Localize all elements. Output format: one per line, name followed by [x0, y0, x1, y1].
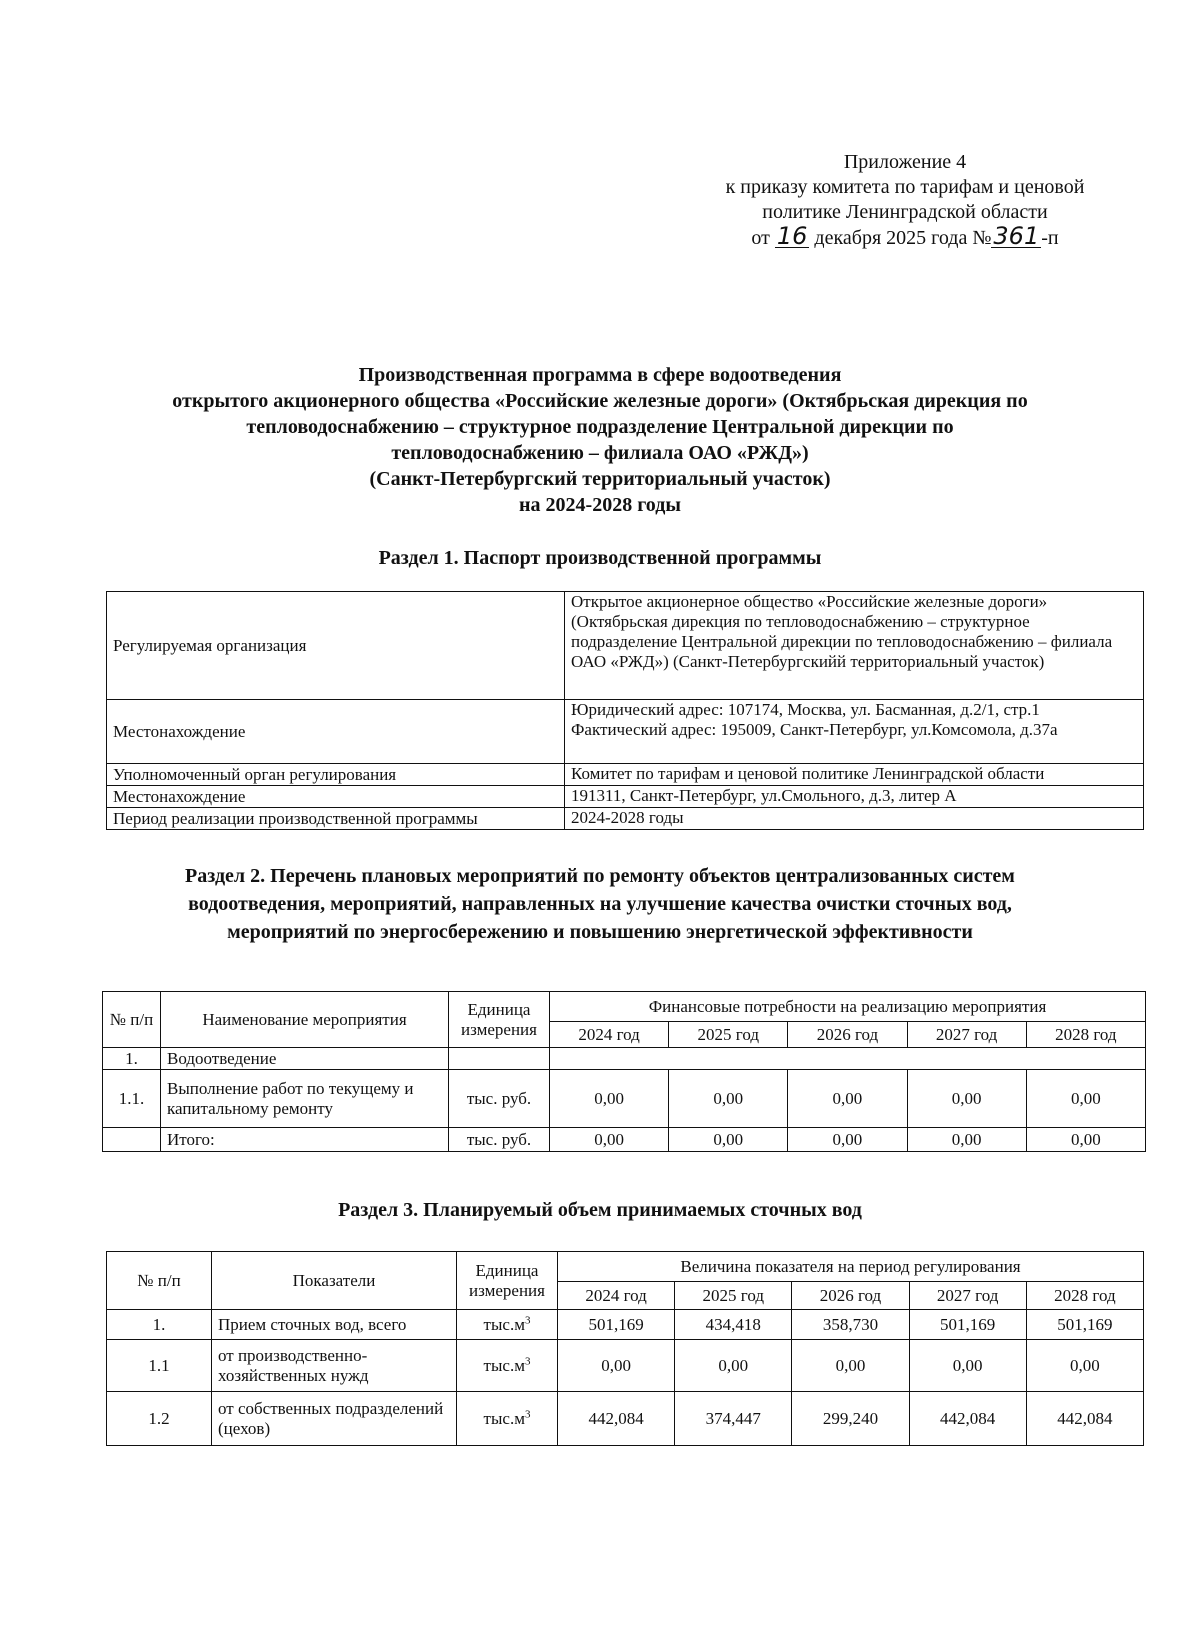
column-header-year: 2025 год: [669, 1022, 788, 1048]
table-row: [107, 700, 1144, 764]
row-unit: [457, 1310, 558, 1340]
column-header-year: 2024 год: [550, 1022, 669, 1048]
row-value: 442,084: [1026, 1392, 1143, 1446]
table-row: [107, 1310, 1144, 1340]
table-total-row: [103, 1128, 1146, 1152]
row-name: Прием сточных вод, всего: [212, 1310, 457, 1340]
table-row: [107, 786, 1144, 808]
column-header-unit: Единица измерения: [449, 992, 550, 1048]
table-header-row: [107, 1252, 1144, 1282]
row-value: 0,00: [669, 1128, 788, 1152]
row-value: 0,00: [1026, 1128, 1145, 1152]
row-unit: тыс. руб.: [449, 1128, 550, 1152]
column-header-year: 2024 год: [558, 1282, 675, 1310]
row-value: 0,00: [550, 1070, 669, 1128]
row-value: 0,00: [550, 1128, 669, 1152]
section-1-title: Раздел 1. Паспорт производственной программы: [378, 547, 822, 569]
table-row: [107, 1340, 1144, 1392]
annex-line-3: политике Ленинградской области: [762, 201, 1048, 223]
column-header-year: 2028 год: [1026, 1022, 1145, 1048]
row-value: 0,00: [909, 1340, 1026, 1392]
unit-exponent: 3: [524, 1354, 531, 1367]
section-2-title-line-3: мероприятий по энергосбережению и повышению энергетической эффективности: [227, 921, 973, 943]
unit-base: тыс.м: [483, 1314, 525, 1334]
row-name: Водоотведение: [161, 1048, 449, 1070]
row-value: 0,00: [669, 1070, 788, 1128]
unit-exponent: 3: [524, 1313, 531, 1326]
table-row: [107, 592, 1144, 700]
row-value: 0,00: [907, 1070, 1026, 1128]
column-header-year: 2026 год: [792, 1282, 909, 1310]
column-header-year: 2027 год: [909, 1282, 1026, 1310]
row-value: 0,00: [907, 1128, 1026, 1152]
column-header-value: Величина показателя на период регулирования: [558, 1252, 1144, 1282]
row-unit: тыс. руб.: [449, 1070, 550, 1128]
table-row: [103, 1070, 1146, 1128]
title-line-4: тепловодоснабжению – филиала ОАО «РЖД»): [391, 442, 809, 464]
row-value: 501,169: [1026, 1310, 1143, 1340]
row-value: 0,00: [788, 1128, 907, 1152]
annex-header: [680, 150, 1130, 251]
row-value: 501,169: [909, 1310, 1026, 1340]
row-value: 442,084: [909, 1392, 1026, 1446]
row-name: от собственных подразделений (цехов): [212, 1392, 457, 1446]
column-header-year: 2028 год: [1026, 1282, 1143, 1310]
column-header-year: 2027 год: [907, 1022, 1026, 1048]
table-row: [107, 764, 1144, 786]
row-value: 434,418: [675, 1310, 792, 1340]
passport-value: Открытое акционерное общество «Российские железные дороги» (Октябрьская дирекция по тепловодоснабжению – структурное подразделение Центральной дирекции по тепловодоснабжению – филиала ОАО «РЖД») (Санкт-Петербургскийй территориальный участок): [565, 592, 1144, 700]
row-num: 1.1.: [103, 1070, 161, 1128]
column-header-name: Наименование мероприятия: [161, 992, 449, 1048]
column-header-finance: Финансовые потребности на реализацию мероприятия: [550, 992, 1146, 1022]
title-line-1: Производственная программа в сфере водоотведения: [358, 364, 842, 386]
row-value: 501,169: [558, 1310, 675, 1340]
section-2-title: [60, 862, 1140, 946]
passport-label: Местонахождение: [107, 786, 565, 808]
table-group-row: [103, 1048, 1146, 1070]
document-title: [90, 362, 1110, 518]
row-value: 374,447: [675, 1392, 792, 1446]
annex-number-suffix: -п: [1041, 227, 1059, 249]
column-header-year: 2025 год: [675, 1282, 792, 1310]
row-value: 0,00: [1026, 1340, 1143, 1392]
passport-label: Период реализации производственной программы: [107, 808, 565, 830]
row-unit: [457, 1340, 558, 1392]
table-row: [107, 808, 1144, 830]
row-value: 0,00: [558, 1340, 675, 1392]
annex-date-middle: декабря 2025 года №: [814, 227, 992, 249]
unit-exponent: 3: [524, 1407, 531, 1420]
passport-label: Местонахождение: [107, 700, 565, 764]
annex-line-2: к приказу комитета по тарифам и ценовой: [725, 176, 1085, 198]
row-value: 442,084: [558, 1392, 675, 1446]
passport-table: [106, 591, 1144, 830]
unit-base: тыс.м: [483, 1408, 525, 1428]
annex-date-prefix: от: [751, 227, 770, 249]
row-name: Итого:: [161, 1128, 449, 1152]
section-2-title-line-1: Раздел 2. Перечень плановых мероприятий по ремонту объектов централизованных систем: [185, 865, 1015, 887]
column-header-year: 2026 год: [788, 1022, 907, 1048]
row-num: [103, 1128, 161, 1152]
row-num: 1.2: [107, 1392, 212, 1446]
column-header-num: № п/п: [103, 992, 161, 1048]
row-unit: [457, 1392, 558, 1446]
handwritten-day: 16: [776, 222, 808, 250]
passport-value: Комитет по тарифам и ценовой политике Ленинградской области: [565, 764, 1144, 786]
wastewater-volume-table: [106, 1251, 1144, 1446]
row-empty-values: [550, 1048, 1146, 1070]
section-3-title: Раздел 3. Планируемый объем принимаемых сточных вод: [338, 1199, 862, 1221]
table-header-row: [103, 992, 1146, 1022]
passport-value: 2024-2028 годы: [565, 808, 1144, 830]
measures-table: [102, 991, 1146, 1152]
row-value: 0,00: [675, 1340, 792, 1392]
annex-date-line: [680, 222, 1130, 251]
column-header-name: Показатели: [212, 1252, 457, 1310]
row-value: 0,00: [792, 1340, 909, 1392]
column-header-unit: Единица измерения: [457, 1252, 558, 1310]
annex-line-1: Приложение 4: [843, 151, 967, 173]
row-value: 299,240: [792, 1392, 909, 1446]
unit-base: тыс.м: [483, 1355, 525, 1375]
title-line-6: на 2024-2028 годы: [519, 494, 681, 516]
passport-value: 191311, Санкт-Петербург, ул.Смольного, д.3, литер А: [565, 786, 1144, 808]
title-line-2: открытого акционерного общества «Российские железные дороги» (Октябрьская дирекция по: [172, 390, 1028, 412]
row-name: от производственно-хозяйственных нужд: [212, 1340, 457, 1392]
passport-label: Регулируемая организация: [107, 592, 565, 700]
row-name: Выполнение работ по текущему и капитальному ремонту: [161, 1070, 449, 1128]
table-row: [107, 1392, 1144, 1446]
handwritten-order-number: 361: [993, 222, 1040, 250]
row-num: 1.: [103, 1048, 161, 1070]
title-line-5: (Санкт-Петербургский территориальный участок): [369, 468, 831, 490]
row-unit: [449, 1048, 550, 1070]
column-header-num: № п/п: [107, 1252, 212, 1310]
title-line-3: тепловодоснабжению – структурное подразделение Центральной дирекции по: [246, 416, 954, 438]
row-value: 0,00: [788, 1070, 907, 1128]
passport-label: Уполномоченный орган регулирования: [107, 764, 565, 786]
row-value: 358,730: [792, 1310, 909, 1340]
row-num: 1.: [107, 1310, 212, 1340]
passport-value: Юридический адрес: 107174, Москва, ул. Басманная, д.2/1, стр.1 Фактический адрес: 195009, Санкт-Петербург, ул.Комсомола, д.37а: [565, 700, 1144, 764]
row-num: 1.1: [107, 1340, 212, 1392]
row-value: 0,00: [1026, 1070, 1145, 1128]
section-2-title-line-2: водоотведения, мероприятий, направленных на улучшение качества очистки сточных вод,: [188, 893, 1012, 915]
